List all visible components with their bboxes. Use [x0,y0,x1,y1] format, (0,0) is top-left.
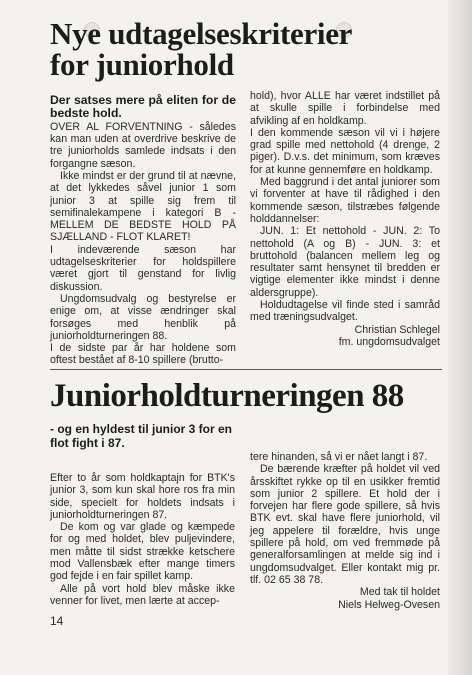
article2-column-right [250,451,440,611]
article1-paragraph: OVER AL FORVENTNING - således kan man uden at overdrive beskrive de tre juniorholds samlede indsats i den forgangne sæson. [50,120,236,170]
article2-paragraph: Efter to år som holdkaptajn for BTK's junior 3, som kun skal hore ros fra min side, specielt for holdets indsats i juniorholdturneringen 87. [50,472,235,521]
article1-paragraph: I indeværende sæson har udtagelseskriterier for holdspillere været gjort til genstand for livlig diskussion. [50,243,236,293]
article1-paragraph: Med baggrund i det antal juniorer som vi forventer at have til rådighed i den kommende sæson, tilstræbes følgende holddannelser: [250,176,440,225]
article2-paragraph: Alle på vort hold blev måske ikke venner for livet, men lærte at accep- [50,582,235,607]
article1-signature-name: Christian Schlegel [354,323,440,336]
article2-signature-line1: Med tak til holdet [359,586,440,599]
article2-subtitle: - og en hyldest til junior 3 for en flot fight i 87. [50,422,233,450]
article1-paragraph: I de sidste par år har holdene som oftest bestået af 8-10 spillere (brutto- [50,342,236,367]
article1-signature-role: fm. ungdomsudvalget [338,335,440,348]
article1-title-line1: Nye udtagelseskriterier [50,16,353,51]
article1-subtitle: Der satses mere på eliten for de bedste hold. [50,93,236,121]
article1-paragraph: Ikke mindst er der grund til at nævne, at det lykkedes såvel junior 1 som junior 3 at spille sig frem til semifinalekampene i kategori B - MELLEM DE BEDSTE HOLD PÅ SJÆLLAND - FLOT KLARET! [50,170,236,244]
article1-paragraph: hold), hvor ALLE har været indstillet på at skulle spille i forbindelse med afvikling af en holdkamp. [250,90,440,127]
article2-paragraph: De bærende kræfter på holdet vil ved årsskiftet rykke op til en usikker fremtid som junior 2 spillere. Et hold der i forvejen har flere gode spillere, så hvis BTK evt. skal have flere juniorhold, vil jeg appelere til forældre, hvis unge spillere på hold, om ved fremmøde på generalforsamlingen at melde sig ind i ungdomsudvalget. Eller kontakt mig pr. tlf. 02 65 38 78. [250,463,440,586]
article1-column-left [50,94,236,367]
article1-title [50,18,450,80]
article1-paragraph: Holdudtagelse vil finde sted i samråd med træningsudvalget. [250,299,440,324]
section-divider [50,369,442,370]
article1-paragraph: JUN. 1: Et nettohold - JUN. 2: To nettohold (A og B) - JUN. 3: et bruttohold (balancen mellem leg og resultater samt hensynet til bredden er vigtige elementer ikke mindst i denne aldersgruppe). [250,225,440,299]
article1-column-right [250,90,440,348]
article2-paragraph: De kom og var glade og kæmpede for og med holdet, blev puljevindere, men måtte til sidst strække ketschere mod Vallensbæk efter mange timers god fejde i en fair spillet kamp. [50,521,235,583]
article1-paragraph: Ungdomsudvalg og bestyrelse er enige om, at visse ændringer skal forsøges med henblik på juniorholdturneringen 88. [50,292,236,342]
page-number: 14 [50,614,64,628]
article2-column-left [50,472,235,607]
article1-title-line2: for juniorhold [50,47,234,82]
article2-signature-line2: Niels Helweg-Ovesen [338,598,440,611]
article1-paragraph: I den kommende sæson vil vi i højere grad spille med nettohold (4 drenge, 2 piger). D.v.s. det minimum, som kræves for at kunne gennemføre en holdkamp. [250,126,440,176]
article2-paragraph: tere hinanden, så vi er nået langt i 87. [250,451,428,463]
next-page-edge [448,0,472,675]
article2-title: Juniorholdturneringen 88 [50,378,404,414]
